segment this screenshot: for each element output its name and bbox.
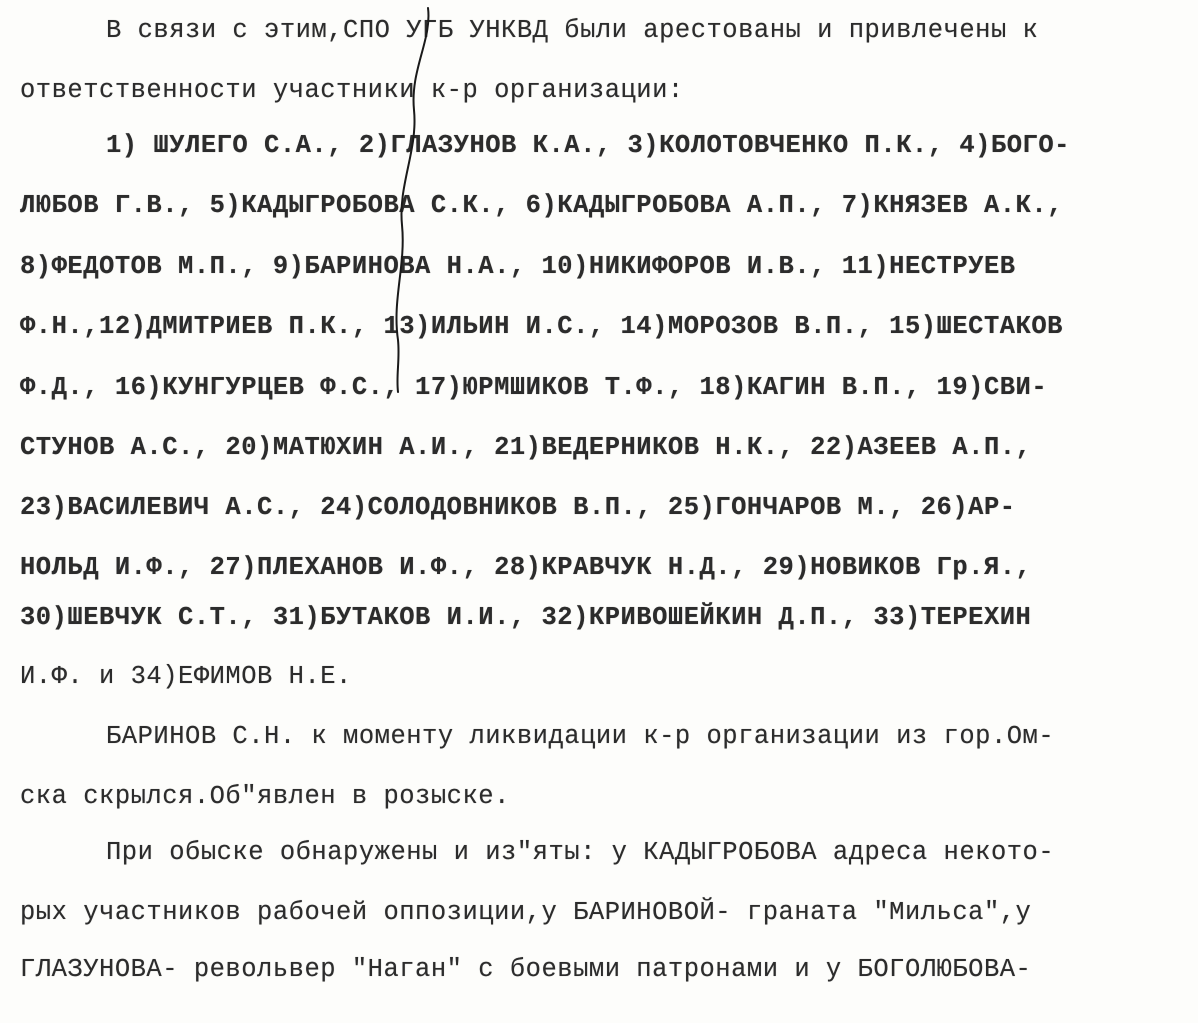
text-line-6: Ф.Н.,12)ДМИТРИЕВ П.К., 13)ИЛЬИН И.С., 14)МОРОЗОВ В.П., 15)ШЕСТАКОВ: [20, 312, 1063, 341]
text-line-2: ответственности участники к-р организации:: [20, 76, 684, 105]
text-line-17: ГЛАЗУНОВА- револьвер "Наган" с боевыми патронами и у БОГОЛЮБОВА-: [20, 955, 1032, 984]
text-line-7: Ф.Д., 16)КУНГУРЦЕВ Ф.С., 17)ЮРМШИКОВ Т.Ф., 18)КАГИН В.П., 19)СВИ-: [20, 373, 1048, 402]
text-line-16: рых участников рабочей оппозиции,у БАРИНОВОЙ- граната "Мильса",у: [20, 898, 1032, 927]
text-line-9: 23)ВАСИЛЕВИЧ А.С., 24)СОЛОДОВНИКОВ В.П., 25)ГОНЧАРОВ М., 26)АР-: [20, 493, 1016, 522]
text-line-15: При обыске обнаружены и из"яты: у КАДЫГРОБОВА адреса некото-: [106, 838, 1055, 867]
text-line-1: В связи с этим,СПО УГБ УНКВД были арестованы и привлечены к: [106, 16, 1039, 45]
text-line-3: 1) ШУЛЕГО С.А., 2)ГЛАЗУНОВ К.А., 3)КОЛОТОВЧЕНКО П.К., 4)БОГО-: [106, 131, 1070, 160]
text-line-14: ска скрылся.Об"явлен в розыске.: [20, 782, 510, 811]
text-line-4: ЛЮБОВ Г.В., 5)КАДЫГРОБОВА С.К., 6)КАДЫГРОБОВА А.П., 7)КНЯЗЕВ А.К.,: [20, 191, 1063, 220]
text-line-8: СТУНОВ А.С., 20)МАТЮХИН А.И., 21)ВЕДЕРНИКОВ Н.К., 22)АЗЕЕВ А.П.,: [20, 433, 1032, 462]
text-line-13: БАРИНОВ С.Н. к моменту ликвидации к-р организации из гор.Ом-: [106, 722, 1055, 751]
text-line-12: И.Ф. и 34)ЕФИМОВ Н.Е.: [20, 662, 352, 691]
text-line-11: 30)ШЕВЧУК С.Т., 31)БУТАКОВ И.И., 32)КРИВОШЕЙКИН Д.П., 33)ТЕРЕХИН: [20, 603, 1032, 632]
text-line-10: НОЛЬД И.Ф., 27)ПЛЕХАНОВ И.Ф., 28)КРАВЧУК Н.Д., 29)НОВИКОВ Гр.Я.,: [20, 553, 1032, 582]
text-line-5: 8)ФЕДОТОВ М.П., 9)БАРИНОВА Н.А., 10)НИКИФОРОВ И.В., 11)НЕСТРУЕВ: [20, 252, 1016, 281]
